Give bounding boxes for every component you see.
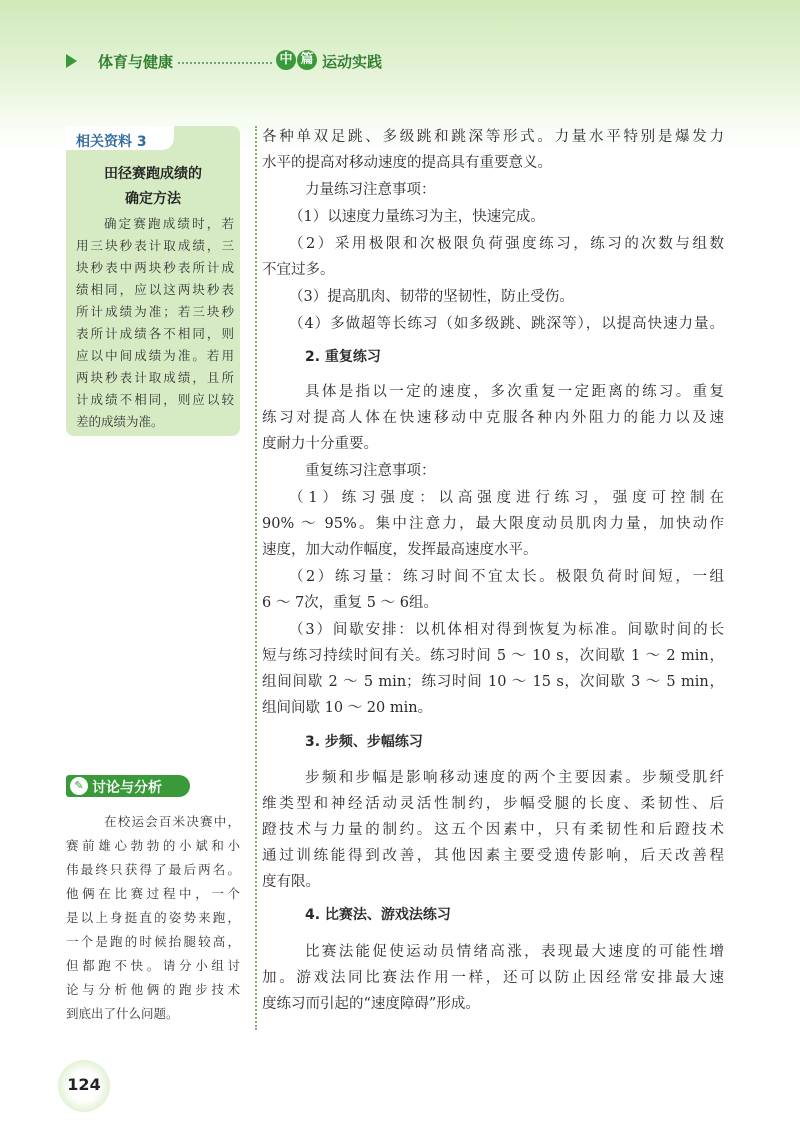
reference-text-line: 表所计成绩各不相同，则 [76, 326, 234, 341]
body-text-line: （1）练习强度：以高强度进行练习，强度可控制在 [289, 490, 724, 506]
column-divider [255, 126, 257, 1030]
body-text-line: 比赛法能促使运动员情绪高涨，表现最大速度的可能性增 [305, 944, 724, 960]
body-text-line: （3）提高肌肉、韧带的坚韧性，防止受伤。 [289, 289, 574, 305]
reference-text-line: 差的成绩为准。 [76, 414, 164, 429]
discussion-text-line: 他俩在比赛过程中，一个 [66, 886, 240, 901]
page-number: 124 [67, 1075, 101, 1094]
discussion-text-line: 一个是跑的时候抬腿较高， [66, 934, 240, 949]
body-text-line: 维类型和神经活动灵活性制约，步幅受腿的长度、柔韧性、后 [262, 796, 724, 812]
reference-text-line: 两块秒表计取成绩，且所 [76, 370, 234, 385]
reference-title-line-1: 田径赛跑成绩的 [104, 166, 202, 182]
body-text-line: （2）采用极限和次极限负荷强度练习，练习的次数与组数 [289, 236, 724, 252]
reference-text-line: 块秒表中两块秒表所计成 [76, 260, 234, 275]
reference-text-line: 应以中间成绩为准。若用 [76, 348, 234, 363]
body-text-line: （3）间歇安排：以机体相对得到恢复为标准。间歇时间的长 [289, 622, 724, 638]
section-badge-middle: 中 [276, 50, 296, 70]
reference-tag-label: 相关资料 3 [76, 134, 147, 150]
discussion-text-line: 但都跑不快。请分小组讨 [66, 958, 240, 973]
page-header [0, 0, 800, 100]
discussion-text-line: 是以上身挺直的姿势来跑， [66, 910, 240, 925]
reference-text-line: 绩相同，应以这两块秒表 [76, 282, 234, 297]
body-text-line: 各种单双足跳、多级跳和跳深等形式。力量水平特别是爆发力 [262, 129, 724, 145]
body-text-line: 度耐力十分重要。 [262, 436, 378, 452]
discussion-text-line: 伟最终只获得了最后两名。 [66, 862, 240, 877]
body-text-line: 加。游戏法同比赛法作用一样，还可以防止因经常安排最大速 [262, 970, 724, 986]
discussion-text-line: 赛前雄心勃勃的小斌和小 [66, 838, 240, 853]
body-text-line: 不宜过多。 [262, 262, 335, 278]
body-text-line: 6 ～ 7次，重复 5 ～ 6组。 [262, 595, 438, 611]
body-text-line: 通过训练能得到改善，其他因素主要受遗传影响，后天改善程 [262, 848, 724, 864]
body-text-line: （4）多做超等长练习（如多级跳、跳深等），以提高快速力量。 [289, 316, 724, 332]
body-text-line: 短与练习持续时间有关。练习时间 5 ～ 10 s，次间歇 1 ～ 2 min， [262, 648, 724, 664]
header-dotted-divider [178, 62, 272, 64]
body-text-line: 组间间歇 10 ～ 20 min。 [262, 700, 433, 716]
discussion-text-line: 在校运会百米决赛中， [104, 814, 240, 829]
body-text-line: 具体是指以一定的速度，多次重复一定距离的练习。重复 [305, 384, 724, 400]
reference-text-line: 计成绩不相同，则应以较 [76, 392, 234, 407]
body-text-line: 90% ～ 95%。集中注意力，最大限度动员肌肉力量，加快动作 [262, 516, 724, 532]
body-text-line: 练习对提高人体在快速移动中克服各种内外阻力的能力以及速 [262, 410, 724, 426]
chapter-title: 运动实践 [322, 53, 383, 71]
body-text-line: 蹬技术与力量的制约。这五个因素中，只有柔韧性和后蹬技术 [262, 822, 724, 838]
discussion-label: 讨论与分析 [92, 780, 162, 796]
body-text-line: 步频和步幅是影响移动速度的两个主要因素。步频受肌纤 [305, 770, 724, 786]
body-text-line: 速度，加大动作幅度，发挥最高速度水平。 [262, 542, 538, 558]
body-text-line: 度有限。 [262, 874, 320, 890]
body-text-line: 水平的提高对移动速度的提高具有重要意义。 [262, 155, 552, 171]
play-arrow-icon [66, 54, 77, 68]
body-text-line: （2）练习量：练习时间不宜太长。极限负荷时间短，一组 [289, 569, 724, 585]
section-heading-repeat: 2. 重复练习 [305, 349, 381, 365]
discussion-text-line: 论与分析他俩的跑步技术 [66, 982, 240, 997]
body-text-line: 力量练习注意事项： [305, 182, 436, 198]
body-text-line: （1）以速度力量练习为主，快速完成。 [289, 209, 545, 225]
discussion-icon: ✎ [70, 777, 88, 795]
body-text-line: 组间间歇 2 ～ 5 min；练习时间 10 ～ 15 s，次间歇 3 ～ 5 min， [262, 674, 724, 690]
book-title: 体育与健康 [98, 53, 174, 71]
section-heading-competition: 4. 比赛法、游戏法练习 [305, 907, 451, 923]
reference-text-line: 用三块秒表计取成绩，三 [76, 238, 234, 253]
discussion-text-line: 到底出了什么问题。 [66, 1006, 179, 1021]
section-badge-part: 篇 [297, 50, 317, 70]
body-text-line: 度练习而引起的“速度障碍”形成。 [262, 996, 480, 1012]
reference-title-line-2: 确定方法 [125, 191, 181, 207]
reference-text-line: 所计成绩为准；若三块秒 [76, 304, 234, 319]
section-heading-stride: 3. 步频、步幅练习 [305, 734, 423, 750]
body-text-line: 重复练习注意事项： [305, 463, 436, 479]
reference-text-line: 确定赛跑成绩时，若 [104, 216, 234, 231]
